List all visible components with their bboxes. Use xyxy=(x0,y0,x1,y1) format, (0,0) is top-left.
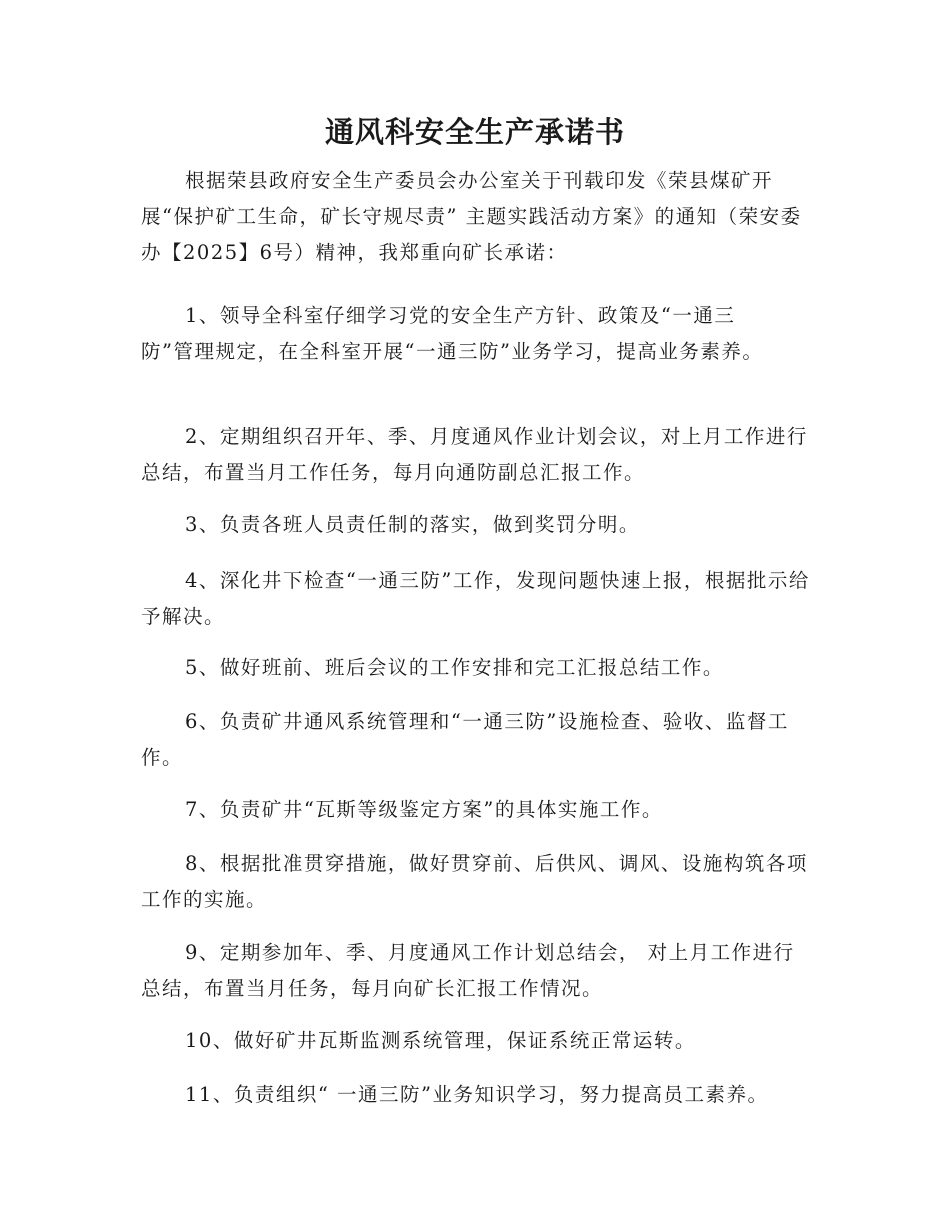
document-title: 通风科安全生产承诺书 xyxy=(324,115,625,149)
commitment-item-5: 5、做好班前、班后会议的工作安排和完工汇报总结工作。 xyxy=(185,656,724,679)
commitment-item-9: 9、定期参加年、季、月度通风工作计划总结会， 对上月工作进行总结，布置当月任务，每月向矿长汇报工作情况。 xyxy=(141,941,795,1000)
commitment-item-8: 8、根据批准贯穿措施，做好贯穿前、后供风、调风、设施构筑各项工作的实施。 xyxy=(141,852,808,911)
commitment-item-6: 6、负责矿井通风系统管理和“一通三防”设施检查、验收、监督工作。 xyxy=(141,710,789,769)
commitment-item-11: 11、负责组织“ 一通三防”业务知识学习，努力提高员工素养。 xyxy=(185,1083,769,1106)
commitment-item-4: 4、深化井下检查“一通三防”工作，发现问题快速上报，根据批示给予解决。 xyxy=(141,569,810,628)
commitment-item-1: 1、领导全科室仔细学习党的安全生产方针、政策及“一通三防”管理规定，在全科室开展“一通三防”业务学习，提高业务素养。 xyxy=(141,304,764,363)
commitment-item-7: 7、负责矿井“瓦斯等级鉴定方案”的具体实施工作。 xyxy=(185,798,663,821)
commitment-item-3: 3、负责各班人员责任制的落实，做到奖罚分明。 xyxy=(185,513,640,536)
intro-paragraph: 根据荣县政府安全生产委员会办公室关于刊载印发《荣县煤矿开展“保护矿工生命，矿长守规尽责” 主题实践活动方案》的通知（荣安委办【2025】6号）精神，我郑重向矿长承诺： xyxy=(141,169,802,264)
commitment-item-10: 10、做好矿井瓦斯监测系统管理，保证系统正常运转。 xyxy=(185,1029,696,1052)
commitment-item-2: 2、定期组织召开年、季、月度通风作业计划会议，对上月工作进行总结，布置当月工作任务，每月向通防副总汇报工作。 xyxy=(141,425,808,484)
